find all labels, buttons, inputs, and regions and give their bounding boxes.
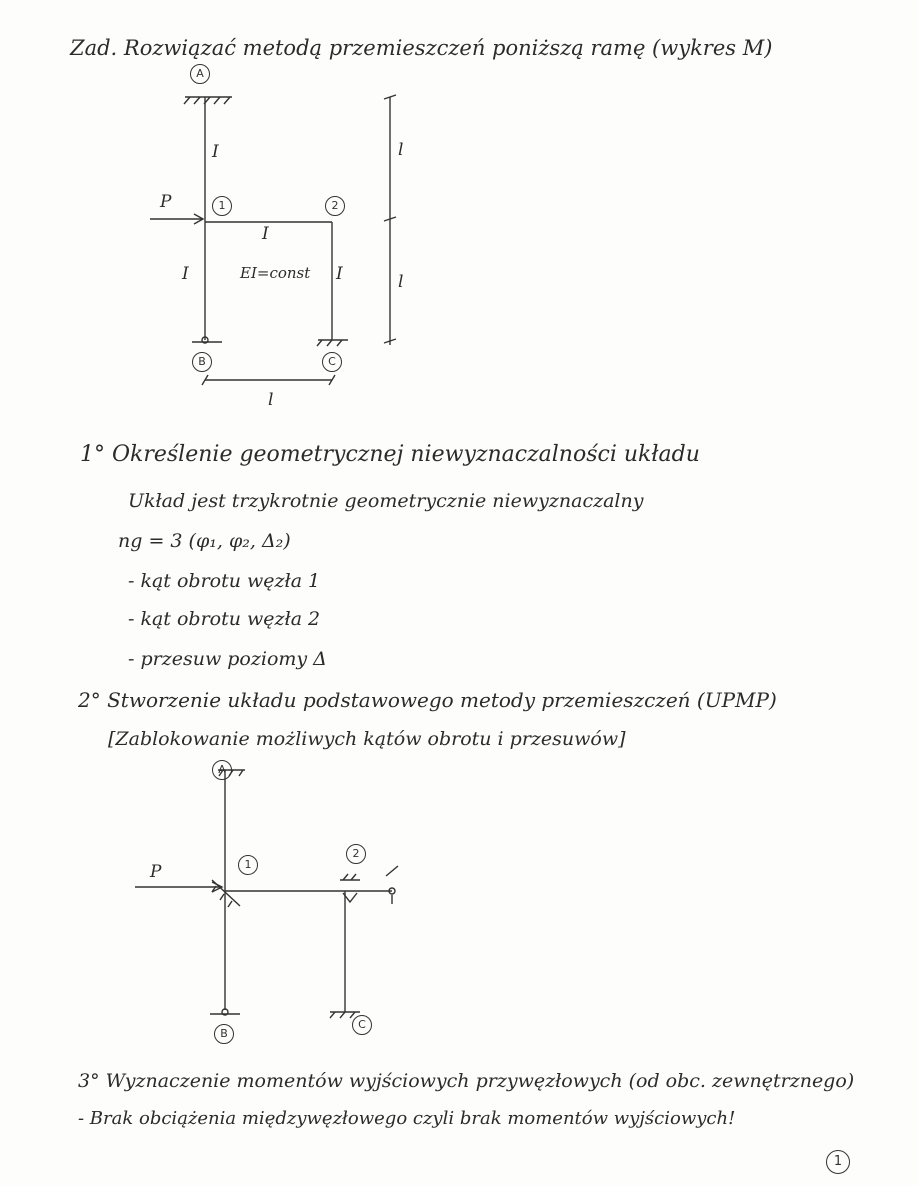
dim-top-label: l [398, 140, 404, 160]
section-3-line-1: - Brak obciążenia międzywęzłowego czyli brak momentów wyjściowych! [78, 1108, 736, 1129]
node-c-marker-2: C [352, 1015, 372, 1035]
load-p-label: P [160, 192, 172, 212]
stiffness-left-label: I [182, 264, 189, 284]
stiffness-right-label: I [336, 264, 343, 284]
dim-horizontal-label: l [268, 390, 274, 410]
node-a-marker: A [190, 64, 210, 84]
stiffness-beam-label: I [262, 224, 269, 244]
ei-const-label: EI=const [240, 264, 311, 282]
node-b-marker-2: B [214, 1024, 234, 1044]
node-1-marker: 1 [212, 196, 232, 216]
section-1-line-1: Układ jest trzykrotnie geometrycznie niewyznaczalny [128, 490, 644, 512]
section-1-item-1: - kąt obrotu węzła 1 [128, 570, 321, 592]
dim-bottom-label: l [398, 272, 404, 292]
section-3-heading: 3° Wyznaczenie momentów wyjściowych przywęzłowych (od obc. zewnętrznego) [78, 1070, 855, 1092]
node-a-marker-2: A [212, 760, 232, 780]
node-2-marker-2: 2 [346, 844, 366, 864]
section-1-item-3: - przesuw poziomy Δ [128, 648, 327, 670]
node-2-marker: 2 [325, 196, 345, 216]
section-1-item-2: - kąt obrotu węzła 2 [128, 608, 321, 630]
node-b-marker: B [192, 352, 212, 372]
node-c-marker: C [322, 352, 342, 372]
problem-title: Zad. Rozwiązać metodą przemieszczeń poniższą ramę (wykres M) [70, 36, 773, 60]
section-1-heading: 1° Określenie geometrycznej niewyznaczalności układu [80, 442, 700, 467]
section-1-line-2: ng = 3 (φ₁, φ₂, Δ₂) [118, 530, 291, 552]
stiffness-top-label: I [212, 142, 219, 162]
page-number: 1 [826, 1150, 850, 1174]
node-1-marker-2: 1 [238, 855, 258, 875]
load-p-label-2: P [150, 862, 162, 882]
section-2-line-1: [Zablokowanie możliwych kątów obrotu i przesuwów] [108, 728, 626, 750]
section-2-heading: 2° Stworzenie układu podstawowego metody przemieszczeń (UPMP) [78, 688, 777, 712]
